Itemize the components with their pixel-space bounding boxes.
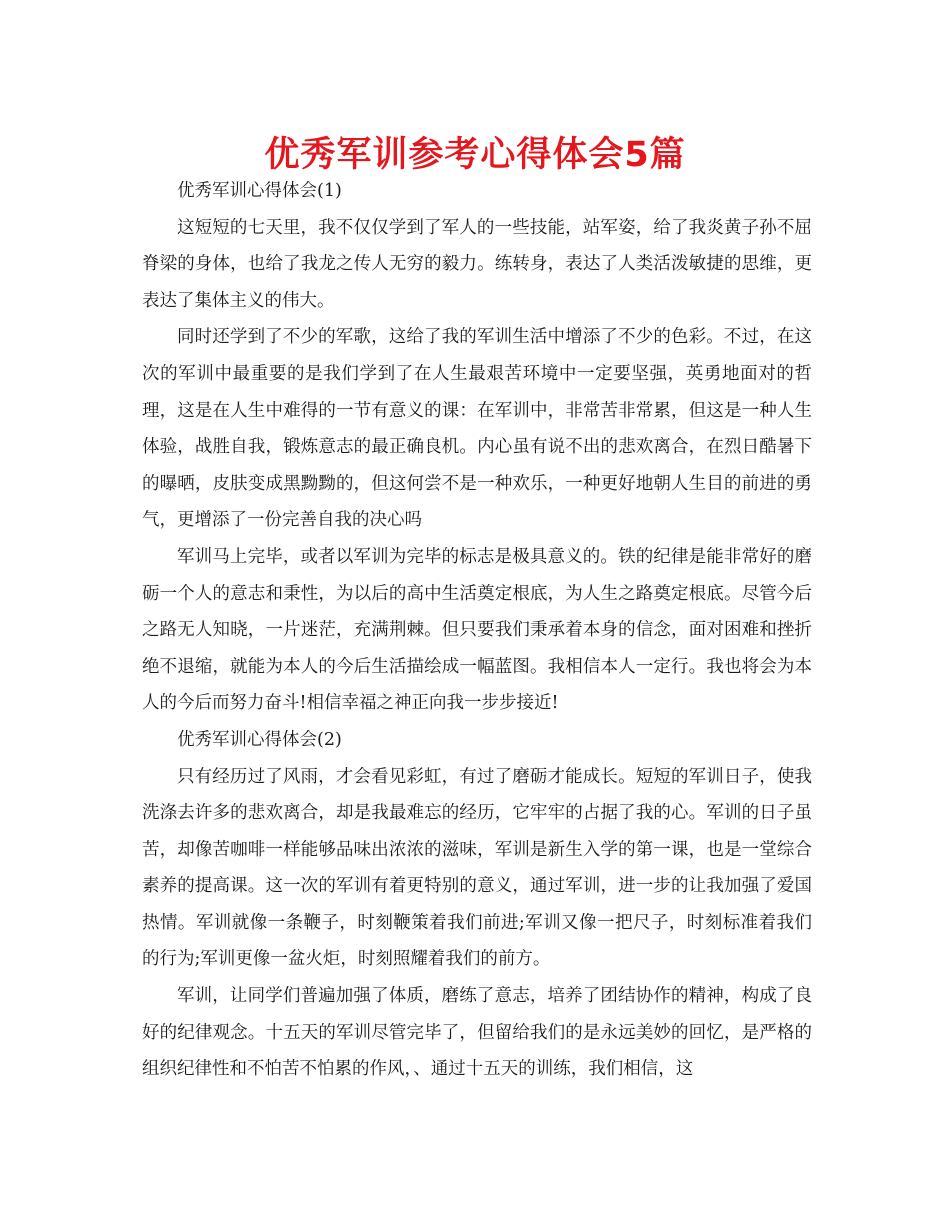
paragraph-3: 军训马上完毕，或者以军训为完毕的标志是极具意义的。铁的纪律是能非常好的磨砺一个人的意志和秉性，为以后的高中生活奠定根底，为人生之路奠定根底。尽管今后之路无人知晓，一片迷茫，充满荆棘。但只要我们秉承着本身的信念，面对困难和挫折绝不退缩，就能为本人的今后生活描绘成一幅蓝图。我相信本人一定行。我也将会为本人的今后而努力奋斗!相信幸福之神正向我一步步接近!	[142, 546, 812, 714]
document-body	[142, 173, 812, 1088]
paragraph-1: 这短短的七天里，我不仅仅学到了军人的一些技能，站军姿，给了我炎黄子孙不屈脊梁的身体，也给了我龙之传人无穷的毅力。练转身，表达了人类活泼敏捷的思维，更表达了集体主义的伟大。	[142, 217, 812, 311]
section-heading-1: 优秀军训心得体会(1)	[177, 181, 342, 201]
paragraph-5: 军训，让同学们普遍加强了体质，磨练了意志，培养了团结协作的精神，构成了良好的纪律观念。十五天的军训尽管完毕了，但留给我们的是永远美妙的回忆，是严格的组织纪律性和不怕苦不怕累的作风，、通过十五天的训练，我们相信，这	[142, 986, 812, 1080]
document-title: 优秀军训参考心得体会5篇	[264, 135, 686, 175]
section-heading-2: 优秀军训心得体会(2)	[177, 729, 342, 750]
paragraph-2: 同时还学到了不少的军歌，这给了我的军训生活中增添了不少的色彩。不过，在这次的军训中最重要的是我们学到了在人生最艰苦环境中一定要坚强，英勇地面对的哲理，这是在人生中难得的一节有意义的课：在军训中，非常苦非常累，但这是一种人生体验，战胜自我，锻炼意志的最正确良机。内心虽有说不出的悲欢离合，在烈日酷暑下的曝晒，皮肤变成黑黝黝的，但这何尝不是一种欢乐，一种更好地朝人生目的前进的勇气，更增添了一份完善自我的决心吗	[142, 327, 812, 531]
paragraph-4: 只有经历过了风雨，才会看见彩虹，有过了磨砺才能成长。短短的军训日子，使我洗涤去许多的悲欢离合，却是我最难忘的经历，它牢牢的占据了我的心。军训的日子虽苦，却像苦咖啡一样能够品味出浓浓的滋味，军训是新生入学的第一课，也是一堂综合素养的提高课。这一次的军训有着更特别的意义，通过军训，进一步的让我加强了爱国热情。军训就像一条鞭子，时刻鞭策着我们前进;军训又像一把尺子，时刻标准着我们的行为;军训更像一盆火炬，时刻照耀着我们的前方。	[142, 766, 812, 970]
